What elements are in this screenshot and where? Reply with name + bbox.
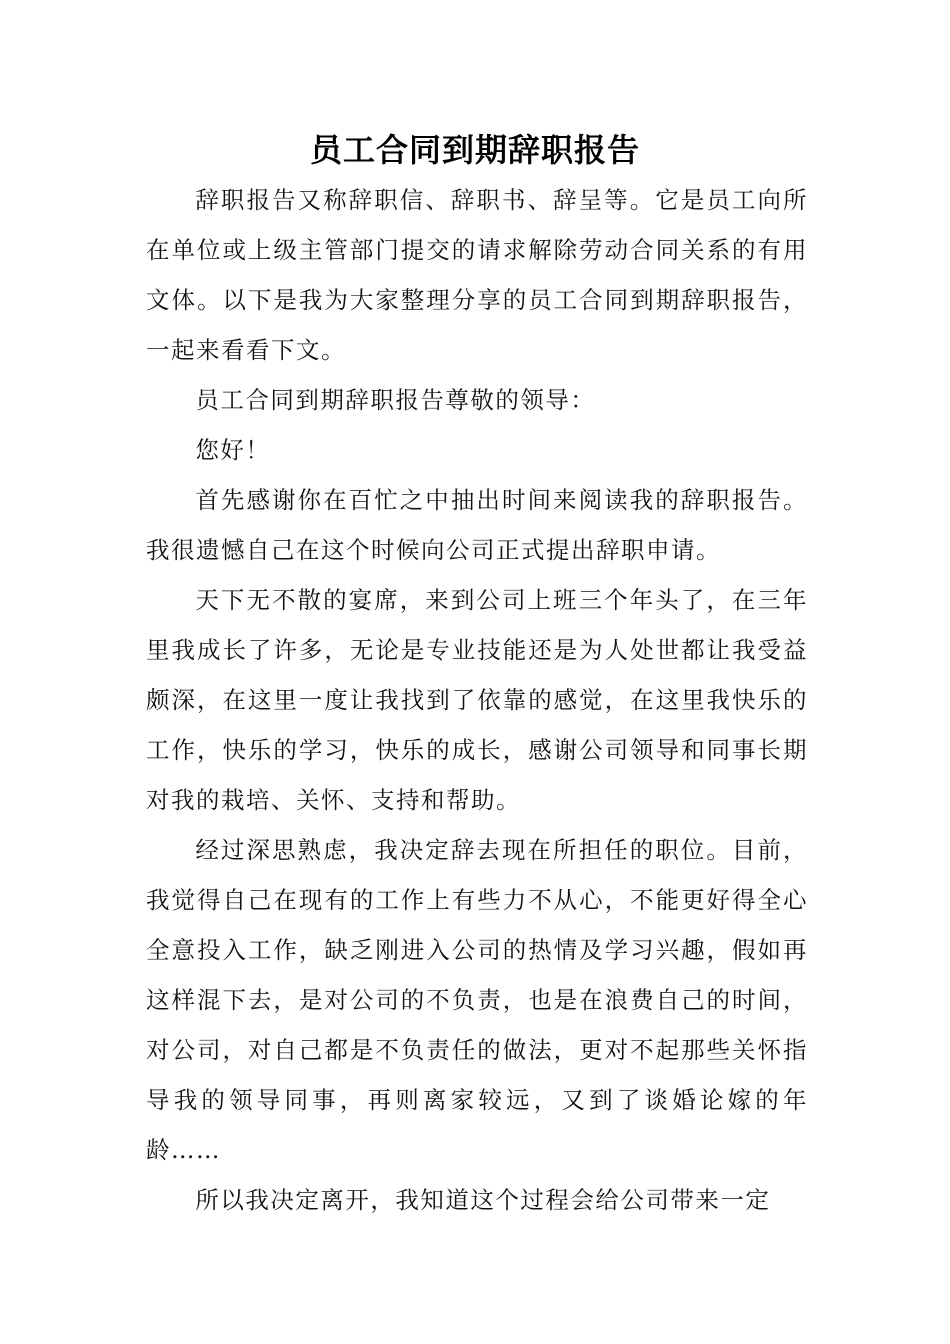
paragraph-greeting: 您好！: [195, 436, 271, 464]
paragraph-decision: 所以我决定离开，我知道这个过程会给公司带来一定: [195, 1186, 771, 1214]
document-title: 员工合同到期辞职报告: [309, 131, 640, 169]
paragraph-reason: 经过深思熟虑，我决定辞去现在所担任的职位。目前，我觉得自己在现有的工作上有些力不从心，不能更好得全心全意投入工作，缺乏刚进入公司的热情及学习兴趣，假如再这样混下去，是对公司的不负责，也是在浪费自己的时间，对公司，对自己都是不负责任的做法，更对不起那些关怀指导我的领导同事，再则离家较远，又到了谈婚论嫁的年龄……: [146, 836, 808, 1164]
paragraph-intro: 辞职报告又称辞职信、辞职书、辞呈等。它是员工向所在单位或上级主管部门提交的请求解除劳动合同关系的有用文体。以下是我为大家整理分享的员工合同到期辞职报告，一起来看看下文。: [146, 186, 808, 364]
paragraph-experience: 天下无不散的宴席，来到公司上班三个年头了，在三年里我成长了许多，无论是专业技能还是为人处世都让我受益颇深，在这里一度让我找到了依靠的感觉，在这里我快乐的工作，快乐的学习，快乐的成长，感谢公司领导和同事长期对我的栽培、关怀、支持和帮助。: [146, 586, 808, 814]
paragraph-thanks: 首先感谢你在百忙之中抽出时间来阅读我的辞职报告。我很遗憾自己在这个时候向公司正式提出辞职申请。: [146, 486, 808, 564]
paragraph-salutation: 员工合同到期辞职报告尊敬的领导：: [195, 386, 596, 414]
document-body: [146, 175, 808, 1225]
